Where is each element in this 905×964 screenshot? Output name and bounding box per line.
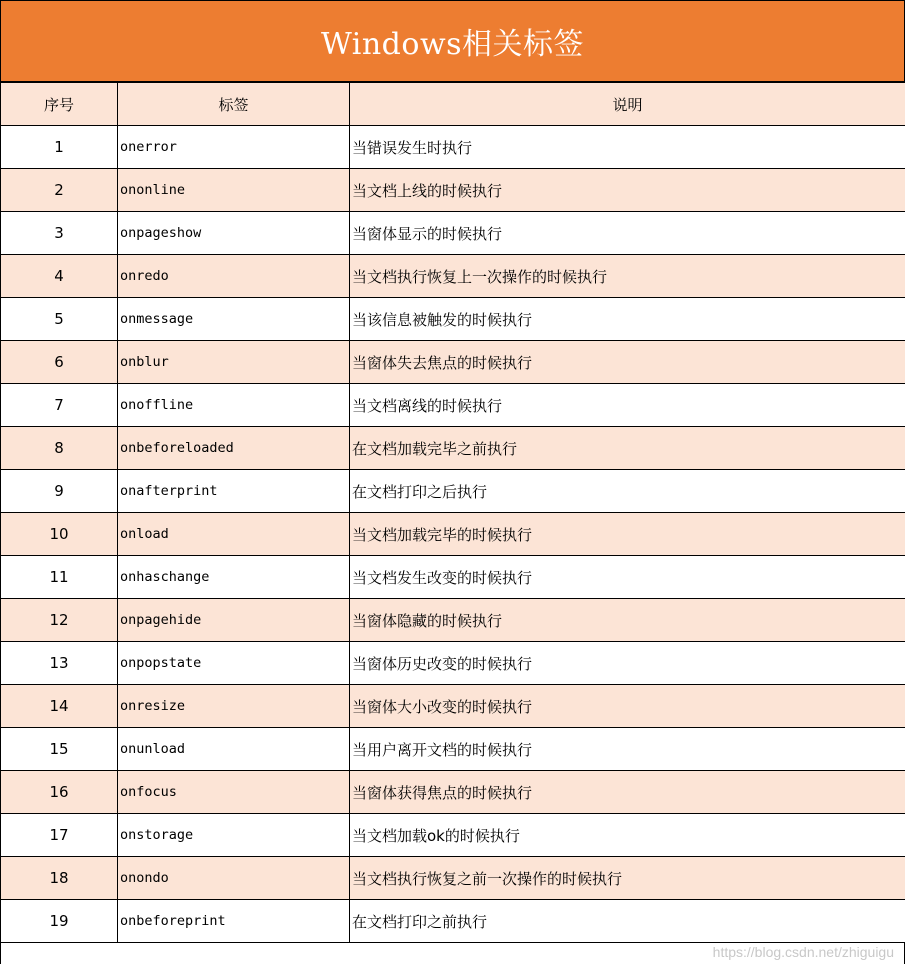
table-row — [1, 212, 905, 255]
row-index: 1 — [1, 126, 118, 169]
row-description: 当文档上线的时候执行 — [350, 169, 905, 212]
row-index: 15 — [1, 728, 118, 771]
row-index: 19 — [1, 900, 118, 943]
watermark: https://blog.csdn.net/zhiguigu — [712, 944, 894, 960]
table-row — [1, 599, 905, 642]
row-index: 6 — [1, 341, 118, 384]
row-description: 当窗体失去焦点的时候执行 — [350, 341, 905, 384]
row-tag: onmessage — [118, 298, 350, 341]
row-tag: onoffline — [118, 384, 350, 427]
row-description: 当文档执行恢复上一次操作的时候执行 — [350, 255, 905, 298]
header-description: 说明 — [350, 83, 905, 126]
table-row — [1, 255, 905, 298]
row-tag: onunload — [118, 728, 350, 771]
row-description: 在文档打印之后执行 — [350, 470, 905, 513]
row-tag: onload — [118, 513, 350, 556]
row-index: 2 — [1, 169, 118, 212]
row-index: 10 — [1, 513, 118, 556]
row-description: 当文档加载完毕的时候执行 — [350, 513, 905, 556]
row-tag: onresize — [118, 685, 350, 728]
row-tag: onfocus — [118, 771, 350, 814]
row-description: 当窗体隐藏的时候执行 — [350, 599, 905, 642]
row-tag: onstorage — [118, 814, 350, 857]
row-description: 当文档加载ok的时候执行 — [350, 814, 905, 857]
row-tag: onblur — [118, 341, 350, 384]
row-description: 当用户离开文档的时候执行 — [350, 728, 905, 771]
table-row — [1, 427, 905, 470]
row-description: 当窗体显示的时候执行 — [350, 212, 905, 255]
row-index: 17 — [1, 814, 118, 857]
table-row — [1, 900, 905, 943]
row-index: 3 — [1, 212, 118, 255]
row-description: 当窗体获得焦点的时候执行 — [350, 771, 905, 814]
row-index: 7 — [1, 384, 118, 427]
table-row — [1, 728, 905, 771]
table-row — [1, 513, 905, 556]
row-index: 5 — [1, 298, 118, 341]
row-description: 当窗体大小改变的时候执行 — [350, 685, 905, 728]
row-index: 16 — [1, 771, 118, 814]
row-index: 4 — [1, 255, 118, 298]
row-description: 当该信息被触发的时候执行 — [350, 298, 905, 341]
table-row — [1, 341, 905, 384]
row-index: 11 — [1, 556, 118, 599]
table-row — [1, 169, 905, 212]
row-tag: onpopstate — [118, 642, 350, 685]
row-tag: onbeforeloaded — [118, 427, 350, 470]
tag-table — [0, 82, 905, 943]
header-index: 序号 — [1, 83, 118, 126]
row-index: 13 — [1, 642, 118, 685]
row-description: 当文档发生改变的时候执行 — [350, 556, 905, 599]
table-row — [1, 857, 905, 900]
table-row — [1, 298, 905, 341]
table-row — [1, 814, 905, 857]
row-description: 当窗体历史改变的时候执行 — [350, 642, 905, 685]
row-tag: onpageshow — [118, 212, 350, 255]
row-index: 14 — [1, 685, 118, 728]
row-index: 8 — [1, 427, 118, 470]
table-row — [1, 126, 905, 169]
row-tag: onerror — [118, 126, 350, 169]
row-description: 当错误发生时执行 — [350, 126, 905, 169]
row-index: 9 — [1, 470, 118, 513]
row-index: 12 — [1, 599, 118, 642]
table-row — [1, 384, 905, 427]
table-row — [1, 642, 905, 685]
header-tag: 标签 — [118, 83, 350, 126]
row-description: 当文档离线的时候执行 — [350, 384, 905, 427]
row-description: 在文档打印之前执行 — [350, 900, 905, 943]
row-tag: onredo — [118, 255, 350, 298]
row-tag: onpagehide — [118, 599, 350, 642]
row-tag: onondo — [118, 857, 350, 900]
row-description: 当文档执行恢复之前一次操作的时候执行 — [350, 857, 905, 900]
table-row — [1, 771, 905, 814]
row-tag: onhaschange — [118, 556, 350, 599]
row-tag: onbeforeprint — [118, 900, 350, 943]
header-row — [1, 83, 905, 126]
table-row — [1, 470, 905, 513]
row-index: 18 — [1, 857, 118, 900]
table-row — [1, 685, 905, 728]
table-title: Windows相关标签 — [1, 0, 904, 82]
table-row — [1, 556, 905, 599]
row-tag: ononline — [118, 169, 350, 212]
row-tag: onafterprint — [118, 470, 350, 513]
row-description: 在文档加载完毕之前执行 — [350, 427, 905, 470]
